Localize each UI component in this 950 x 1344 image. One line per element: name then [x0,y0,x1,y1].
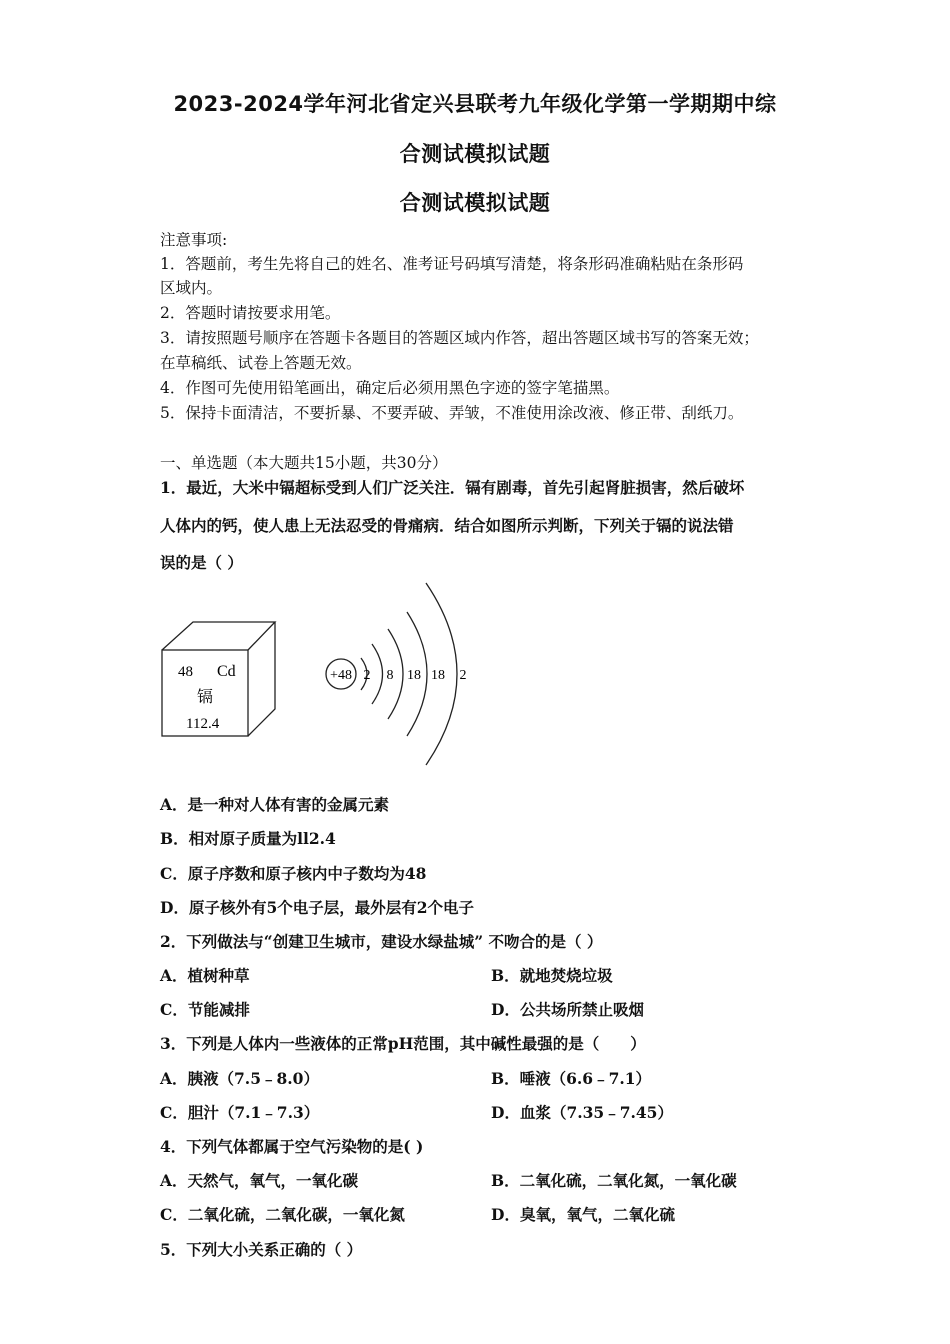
question-4-option-b[interactable]: B．二氧化硫，二氧化氮，一氧化碳 [491,1171,737,1190]
page-title-line-1: 2023-2024学年河北省定兴县联考九年级化学第一学期期中综 [173,92,777,116]
shell-electron-count: 8 [386,668,394,683]
question-1-option-b[interactable]: B．相对原子质量为ll2.4 [160,829,336,848]
shell-electron-count: 2 [363,668,371,683]
shell-electron-count: 18 [407,668,421,683]
shell-electron-count: 18 [431,668,445,683]
notice-line: 2．答题时请按要求用笔。 [160,304,341,322]
question-3-option-a[interactable]: A．胰液（7.5﹣8.0） [160,1069,319,1088]
question-1-stem: 误的是（ ） [160,553,243,572]
question-2-option-c[interactable]: C．节能减排 [160,1000,250,1019]
shell-arc [372,644,383,704]
notice-line: 4．作图可先使用铅笔画出，确定后必须用黑色字迹的签字笔描黑。 [160,379,620,397]
atomic-number: 48 [178,664,193,680]
question-4-option-d[interactable]: D．臭氧，氧气，二氧化硫 [491,1205,675,1224]
question-2-option-b[interactable]: B．就地焚烧垃圾 [491,966,613,985]
atomic-mass: 112.4 [186,716,220,732]
question-5-stem: 5．下列大小关系正确的（ ） [160,1240,363,1259]
question-2-option-a[interactable]: A．植树种草 [160,966,250,985]
question-3-option-d[interactable]: D．血浆（7.35﹣7.45） [491,1103,673,1122]
notice-line: 5．保持卡面清洁，不要折暴、不要弄破、弄皱，不准使用涂改液、修正带、刮纸刀。 [160,404,744,422]
section-heading: 一、单选题（本大题共15小题，共30分） [160,454,448,472]
question-2-option-d[interactable]: D．公共场所禁止吸烟 [491,1000,644,1019]
question-4-option-c[interactable]: C．二氧化硫，二氧化碳，一氧化氮 [160,1205,405,1224]
question-4-option-a[interactable]: A．天然气，氧气，一氧化碳 [160,1171,359,1190]
cadmium-figure [155,578,485,773]
element-name: 镉 [197,687,214,706]
question-4-stem: 4．下列气体都属于空气污染物的是( ) [160,1137,424,1156]
question-1-option-d[interactable]: D．原子核外有5个电子层，最外层有2个电子 [160,898,475,917]
question-1-stem: 人体内的钙，使人患上无法忍受的骨痛病．结合如图所示判断，下列关于镉的说法错 [160,516,734,535]
nucleus-charge: +48 [330,668,352,683]
page-title-line-3: 合测试模拟试题 [399,191,551,215]
question-1-option-a[interactable]: A．是一种对人体有害的金属元素 [160,795,390,814]
notice-line: 在草稿纸、试卷上答题无效。 [160,354,362,372]
question-3-option-b[interactable]: B．唾液（6.6﹣7.1） [491,1069,652,1088]
page-title-line-2: 合测试模拟试题 [399,142,551,166]
cadmium-diagram [155,578,485,773]
notice-line: 区域内。 [160,279,223,297]
question-3-stem: 3．下列是人体内一些液体的正常pH范围，其中碱性最强的是（ ） [160,1034,646,1053]
notice-line: 1．答题前，考生先将自己的姓名、准考证号码填写清楚，将条形码准确粘贴在条形码 [160,255,744,273]
notice-line: 3．请按照题号顺序在答题卡各题目的答题区域内作答，超出答题区域书写的答案无效； [160,329,759,347]
question-1-stem: 1．最近，大米中镉超标受到人们广泛关注．镉有剧毒，首先引起肾脏损害，然后破坏 [160,478,745,497]
element-symbol: Cd [217,663,236,680]
question-2-stem: 2．下列做法与“创建卫生城市，建设水绿盐城” 不吻合的是（ ） [160,932,603,951]
shell-electron-count: 2 [459,668,467,683]
question-3-option-c[interactable]: C．胆汁（7.1﹣7.3） [160,1103,320,1122]
question-1-option-c[interactable]: C．原子序数和原子核内中子数均为48 [160,864,427,883]
notice-heading: 注意事项: [160,231,228,249]
